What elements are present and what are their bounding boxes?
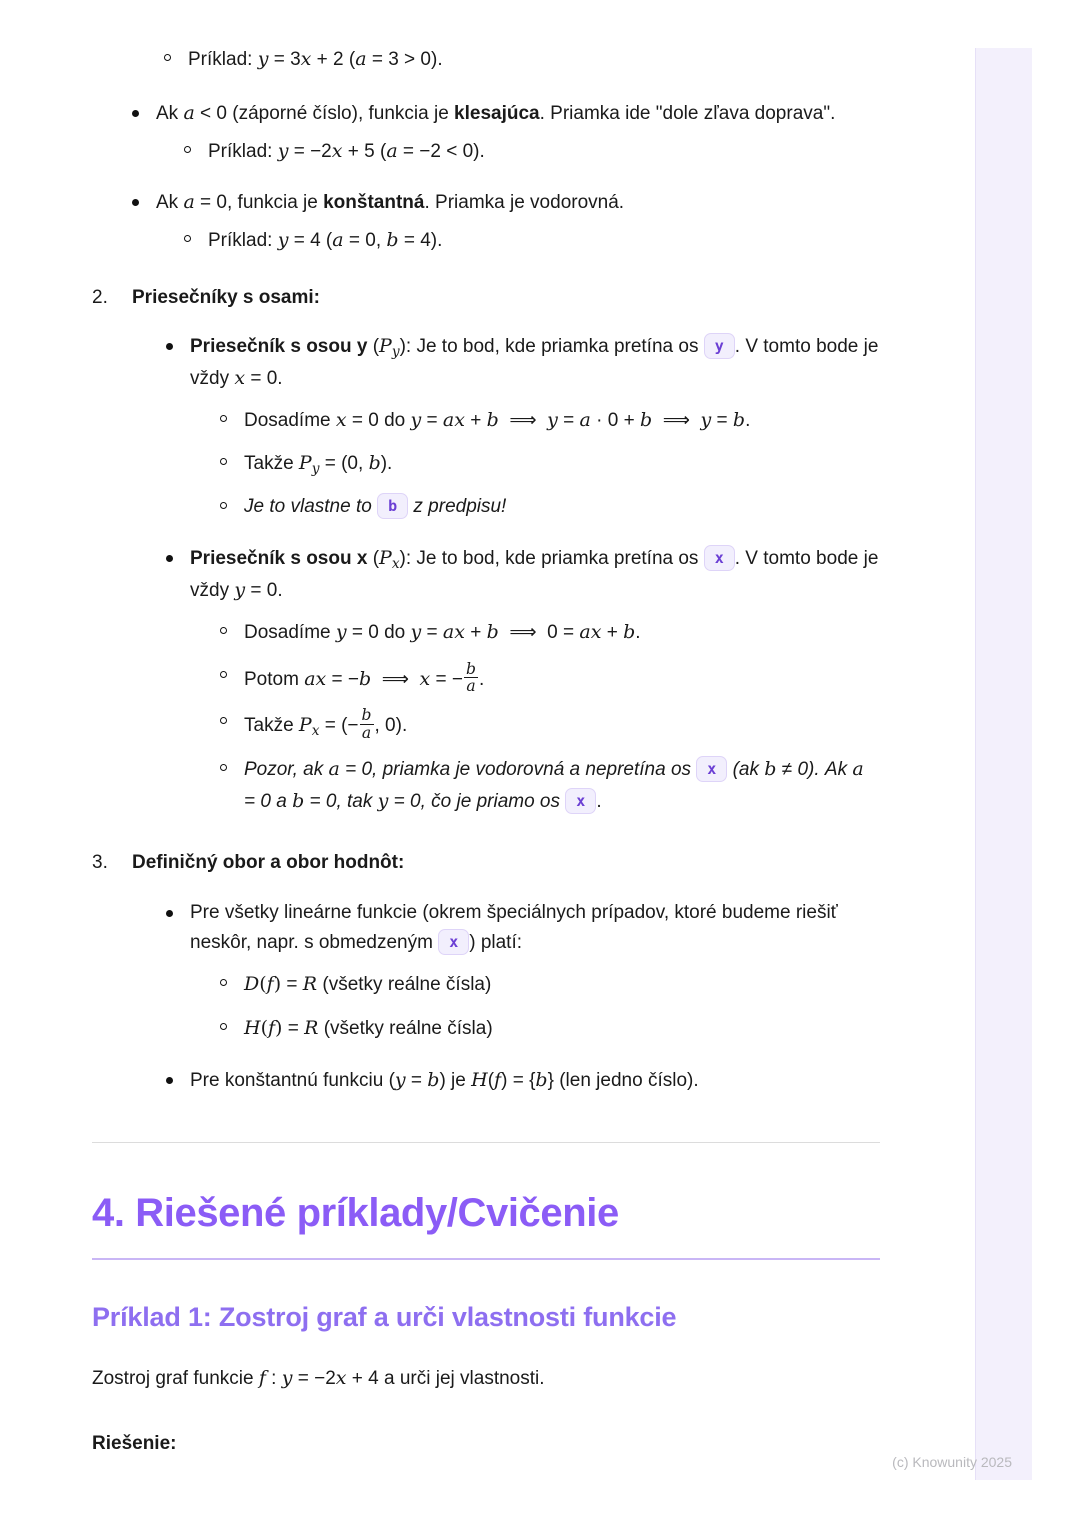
list-item: Pre konštantnú funkciu (y = b) je H(f) = {b} (len jedno číslo). (162, 1065, 880, 1097)
section-2 (92, 287, 880, 818)
list-item: Ak a = 0, funkcia je konštantná. Priamka je vodorovná. Príklad: y = 4 (a = 0, b = 4). (128, 187, 880, 257)
code-chip-x-warn-2: x (565, 788, 596, 814)
section-number: 2. (92, 286, 108, 308)
example-task: Zostroj graf funkcie f : y = −2x + 4 a urči jej vlastnosti. (92, 1367, 545, 1390)
domain-range-list (132, 898, 880, 1097)
list-item: Pre všetky lineárne funkcie (okrem špeciálnych prípadov, ktoré budeme riešiť neskôr, napr. s obmedzeným x ) platí: D(f) = R (všetky reálne čísla) H(f) = R (všetky reálne čísla) (162, 898, 880, 1045)
page-title: 4. Riešené príklady/Cvičenie (92, 1191, 880, 1260)
list-item: Dosadíme y = 0 do y = ax + b ⟹ 0 = ax + b. (216, 617, 880, 649)
list-item: Dosadíme x = 0 do y = ax + b ⟹ y = a · 0 + b ⟹ y = b. (216, 405, 880, 437)
section-title: Priesečníky s osami: (132, 286, 320, 308)
list-item: Pozor, ak a = 0, priamka je vodorovná a nepretína os x (ak b ≠ 0). Ak a = 0 a b = 0, tak y = 0, čo je priamo os x . (216, 754, 880, 818)
list-item: Je to vlastne to b z predpisu! (216, 492, 880, 523)
list-item: Príklad: y = 3x + 2 (a = 3 > 0). (160, 44, 880, 76)
copyright-credit: (c) Knowunity 2025 (892, 1454, 1012, 1470)
section-3 (92, 852, 880, 1097)
code-chip-x: x (704, 545, 735, 571)
solution-label: Riešenie: (92, 1432, 177, 1454)
list-item: Ak a < 0 (záporné číslo), funkcia je klesajúca. Priamka ide "dole zľava doprava". Príklad: y = −2x + 5 (a = −2 < 0). (128, 98, 880, 168)
list-item: Potom ax = −b ⟹ x = − $\frac{b}{a}$ . (216, 661, 880, 696)
example-title: Príklad 1: Zostroj graf a urči vlastnosti funkcie (92, 1302, 677, 1333)
sublist (156, 225, 880, 257)
document-content (0, 44, 1080, 1459)
intersections-list (132, 331, 880, 818)
list-item: Priesečník s osou x $(P_x)$: Je to bod, kde priamka pretína os x . V tomto bode je vždy y = 0. Dosadíme y = 0 do y = ax + b ⟹ 0 = ax + b. Potom ax = −b ⟹ x = − $\frac{b}{a}$ . Takže $P_x$ = (− $\frac{b}{a}$ , 0). Pozor, ak a = 0, priamka je vodorovná a nepretína os x (ak b ≠ 0). Ak a = 0 a b = 0, tak y = 0, čo je priamo os x . (162, 543, 880, 817)
list-item: Príklad: y = −2x + 5 (a = −2 < 0). (180, 136, 880, 168)
list-item: Takže $P_x$ = (− $\frac{b}{a}$ , 0). (216, 707, 880, 742)
section-divider (92, 1142, 880, 1143)
list-item: Takže $P_y = (0$, b). (216, 448, 880, 480)
sublist (190, 405, 880, 524)
sublist (156, 136, 880, 168)
code-chip-x-domain: x (438, 929, 469, 955)
continued-sublist (92, 44, 880, 76)
code-chip-y: y (704, 333, 735, 359)
section-title: Definičný obor a obor hodnôt: (132, 851, 405, 873)
sublist (190, 617, 880, 818)
code-chip-b: b (377, 493, 408, 519)
code-chip-x-warn-1: x (696, 756, 727, 782)
list-item: D(f) = R (všetky reálne čísla) (216, 969, 880, 1001)
slope-cases-list (92, 98, 880, 257)
list-item: Príklad: y = 4 (a = 0, b = 4). (180, 225, 880, 257)
section-number: 3. (92, 851, 108, 873)
sublist (190, 969, 880, 1045)
list-item: Priesečník s osou y $(P_y)$: Je to bod, kde priamka pretína os y . V tomto bode je vždy x = 0. Dosadíme x = 0 do y = ax + b ⟹ y = a · 0 + b ⟹ y = b. Takže $P_y = (0$, b). Je to vlastne to b z predpisu! (162, 331, 880, 523)
list-item: H(f) = R (všetky reálne čísla) (216, 1013, 880, 1045)
